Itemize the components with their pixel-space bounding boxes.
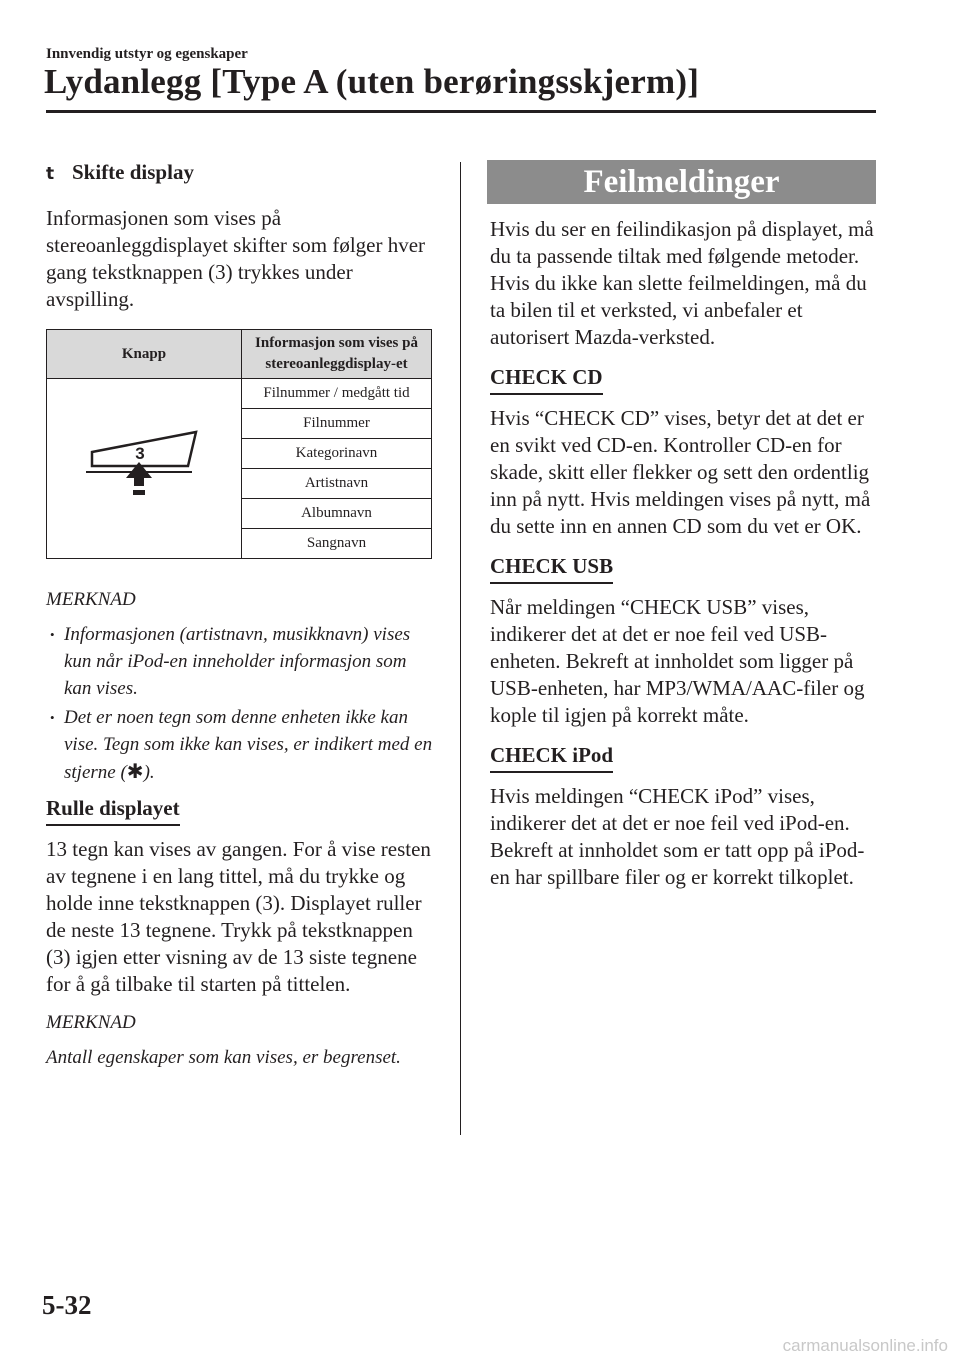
note-label-1: MERKNAD xyxy=(46,589,136,610)
note-item-2-text: Det er noen tegn som denne enheten ikke kan vise. Tegn som ikke kan vises, er indikert med en stjerne ( xyxy=(64,707,433,783)
note-label-2: MERKNAD xyxy=(46,1012,136,1033)
switch-display-heading xyxy=(46,160,436,185)
table-header-button: Knapp xyxy=(47,330,242,379)
note-item-2-end: ). xyxy=(143,762,155,783)
scroll-display-heading: Rulle displayet xyxy=(46,796,180,826)
asterisk-icon: ✱ xyxy=(126,759,144,783)
column-divider xyxy=(460,162,461,1135)
note-text-2: Antall egenskaper som kan vises, er begrenset. xyxy=(46,1047,401,1068)
note-list-1 xyxy=(46,621,436,786)
error-messages-intro: Hvis du ser en feilindikasjon på displayet, må du ta passende tiltak med følgende metoder. Hvis du ikke kan slette feilmeldingen, må du ta bilen til et verksted, vi anbefaler et autorisert Mazda-verksted. xyxy=(490,217,874,349)
note-item-1: • Informasjonen (artistnavn, musikknavn) vises kun når iPod-en inneholder informasjon som kan vises. xyxy=(46,621,436,702)
right-column xyxy=(490,160,880,905)
text-button-illustration xyxy=(84,426,204,506)
scroll-display-text: 13 tegn kan vises av gangen. For å vise resten av tegnene i en lang tittel, må du trykke og holde inne tekstknappen (3). Displayet ruller de neste 13 tegnene. Trykk på tekstknappen (3) igjen etter visning av de 13 siste tegnene for å gå tilbake til starten på tittelen. xyxy=(46,837,431,996)
watermark: carmanualsonline.info xyxy=(782,1336,948,1355)
header-rule xyxy=(46,110,876,113)
button-number-label: 3 xyxy=(135,444,145,463)
check-usb-text: Når meldingen “CHECK USB” vises, indikerer det at det er noe feil ved USB-enheten. Bekreft at innholdet som ligger på USB-enheten, har MP3/WMA/AAC-filer og kople til igjen på korrekt måte. xyxy=(490,595,865,727)
section-bullet-icon: t xyxy=(46,164,55,184)
check-cd-text: Hvis “CHECK CD” vises, betyr det at det er en svikt ved CD-en. Kontroller CD-en for skade, skitt eller flekker og sett den ordentlig inn på nytt. Hvis meldingen vises på nytt, må du sette inn en annen CD som du vet er OK. xyxy=(490,406,871,538)
check-ipod-heading: CHECK iPod xyxy=(490,743,613,773)
page-number: 5-32 xyxy=(42,1290,92,1320)
table-cell-row-6: Sangnavn xyxy=(242,529,432,559)
check-usb-heading: CHECK USB xyxy=(490,554,613,584)
button-illustration-cell xyxy=(47,379,242,559)
display-table xyxy=(46,329,432,559)
page-title: Lydanlegg [Type A (uten berøringsskjerm)] xyxy=(44,62,700,101)
table-cell-row-2: Filnummer xyxy=(242,409,432,439)
check-cd-heading: CHECK CD xyxy=(490,365,603,395)
switch-display-heading-text: Skifte display xyxy=(72,160,194,184)
table-cell-row-1: Filnummer / medgått tid xyxy=(242,379,432,409)
error-messages-banner: Feilmeldinger xyxy=(487,160,876,204)
left-column xyxy=(46,160,436,1071)
note-item-2 xyxy=(46,704,436,786)
check-ipod-text: Hvis meldingen “CHECK iPod” vises, indikerer det at det er noe feil ved iPod-en. Bekreft at innholdet som er tatt opp på iPod-en har spillbare filer og er korrekt tilkoplet. xyxy=(490,784,865,889)
table-cell-row-3: Kategorinavn xyxy=(242,439,432,469)
table-cell-row-5: Albumnavn xyxy=(242,499,432,529)
switch-display-intro: Informasjonen som vises på stereoanleggdisplayet skifter som følger hver gang tekstknappen (3) trykkes under avspilling. xyxy=(46,206,426,311)
section-label: Innvendig utstyr og egenskaper xyxy=(46,46,248,62)
table-cell-row-4: Artistnavn xyxy=(242,469,432,499)
table-header-display: Informasjon som vises på stereoanleggdisplay-et xyxy=(242,330,432,379)
